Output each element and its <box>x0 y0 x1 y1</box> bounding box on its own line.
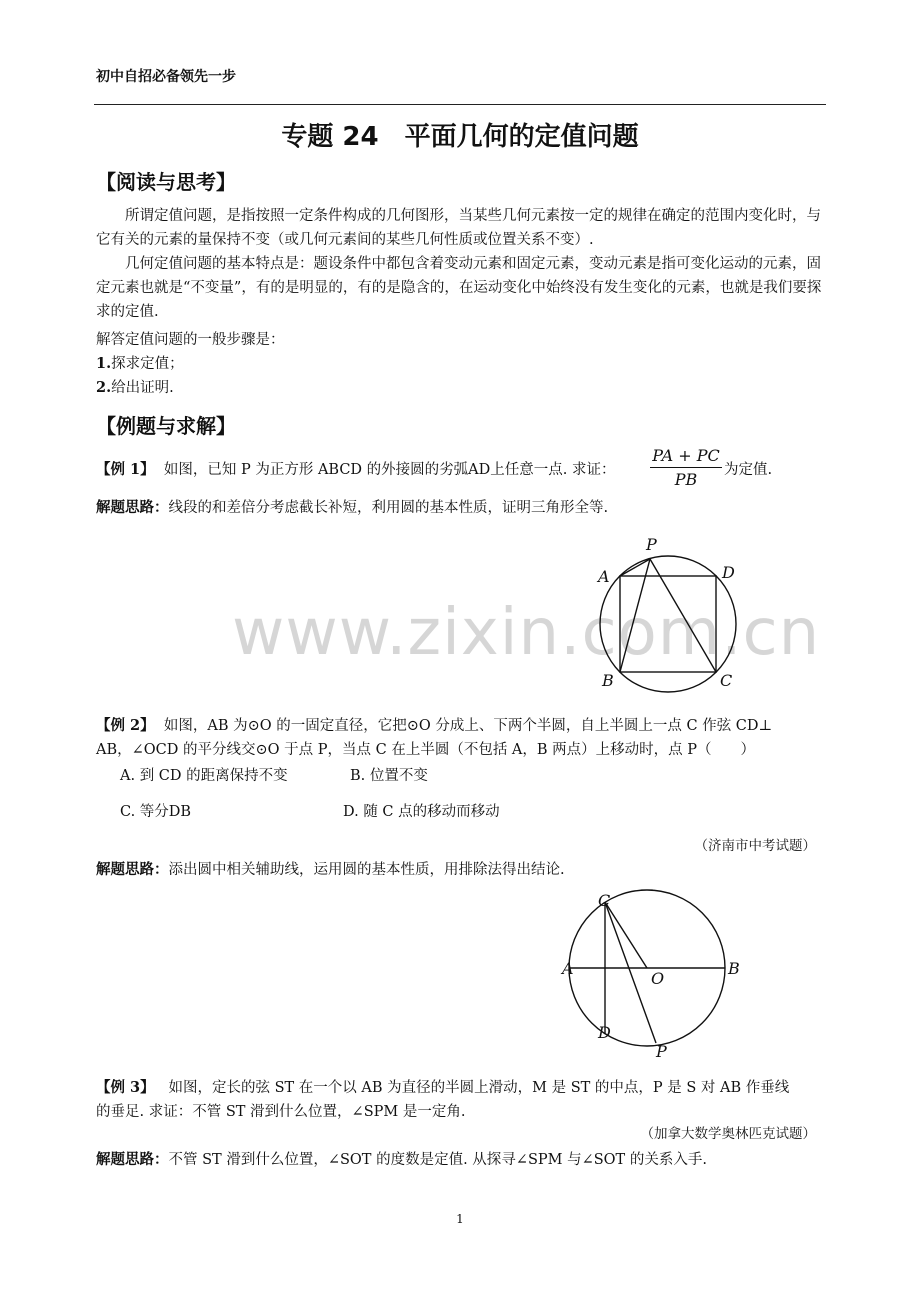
watermark: www.zixin.com.cn <box>232 596 821 670</box>
section-heading-examples: 【例题与求解】 <box>96 414 236 438</box>
example-1-text: 如图，已知 P 为正方形 ABCD 的外接圆的劣弧AD上任意一点. 求证： <box>163 462 616 478</box>
header-rule <box>94 104 826 105</box>
example-2-line-2: AB，∠OCD 的平分线交⊙O 于点 P，当点 C 在上半圆（不包括 A，B 两点）上移动时，点 P（ ） <box>96 742 756 758</box>
label-d: D <box>722 563 735 582</box>
running-header: 初中自招必备领先一步 <box>96 69 236 85</box>
page-number: 1 <box>456 1212 464 1226</box>
step-2-number: 2. <box>96 379 112 396</box>
label-a: A <box>562 959 574 978</box>
label-p: P <box>656 1042 667 1061</box>
example-1-fraction <box>650 446 722 489</box>
example-1-statement <box>96 458 615 479</box>
example-1-figure <box>590 532 750 696</box>
segment-cp <box>605 902 656 1043</box>
fraction-denominator: PB <box>674 470 698 489</box>
reading-paragraph-2: 几何定值问题的基本特点是：题设条件中都包含着变动元素和固定元素，变动元素是指可变化运动的元素，固定元素也就是“不变量”，有的是明显的，有的是隐含的，在运动变化中始终没有发生变化的元素，也就是我们要探求的定值. <box>96 256 822 320</box>
section-heading-reading: 【阅读与思考】 <box>96 170 236 194</box>
option-a: A. 到 CD 的距离保持不变 <box>120 768 288 784</box>
example-1-tail: 为定值. <box>724 462 773 478</box>
hint-label: 解题思路： <box>96 861 169 878</box>
reading-paragraph-3: 解答定值问题的一般步骤是： <box>96 332 285 348</box>
step-1-text: 探求定值； <box>111 356 184 372</box>
example-2-figure <box>556 888 746 1068</box>
example-3-hint <box>96 1148 707 1169</box>
option-d: D. 随 C 点的移动而移动 <box>343 804 500 820</box>
example-3-line-2: 的垂足. 求证：不管 ST 滑到什么位置，∠SPM 是一定角. <box>96 1104 466 1120</box>
label-b: B <box>602 671 614 690</box>
example-2-label: 【例 2】 <box>96 717 155 734</box>
example-2-line-1 <box>96 714 772 735</box>
hint-label: 解题思路： <box>96 1151 169 1168</box>
fraction-numerator: PA + PC <box>650 446 722 468</box>
example-2-hint <box>96 858 565 879</box>
label-b: B <box>728 959 740 978</box>
step-2-text: 给出证明. <box>111 380 174 396</box>
step-1 <box>96 352 184 373</box>
label-d: D <box>598 1023 611 1042</box>
option-b: B. 位置不变 <box>350 768 428 784</box>
example-2-source: （济南市中考试题） <box>694 838 816 854</box>
hint-text: 线段的和差倍分考虑截长补短，利用圆的基本性质，证明三角形全等. <box>168 500 609 516</box>
example-3-line-1 <box>96 1076 789 1097</box>
example-1-hint <box>96 496 608 517</box>
step-2 <box>96 376 174 397</box>
label-p: P <box>646 535 657 554</box>
page-title: 专题 24 平面几何的定值问题 <box>281 122 639 152</box>
example-1-label: 【例 1】 <box>96 461 155 478</box>
hint-label: 解题思路： <box>96 499 169 516</box>
example-3-text-1: 如图，定长的弦 ST 在一个以 AB 为直径的半圆上滑动，M 是 ST 的中点，P 是 S 对 AB 作垂线 <box>168 1080 790 1096</box>
label-c: C <box>720 671 733 690</box>
example-3-label: 【例 3】 <box>96 1079 155 1096</box>
example-3-source: （加拿大数学奥林匹克试题） <box>640 1126 816 1142</box>
option-c: C. 等分DB <box>120 804 192 820</box>
label-c: C <box>598 891 611 910</box>
example-2-text-1: 如图，AB 为⊙O 的一固定直径，它把⊙O 分成上、下两个半圆，自上半圆上一点 C 作弦 CD⊥ <box>163 718 773 734</box>
hint-text: 添出圆中相关辅助线，运用圆的基本性质，用排除法得出结论. <box>168 862 565 878</box>
label-a: A <box>598 567 610 586</box>
step-1-number: 1. <box>96 355 112 372</box>
hint-text: 不管 ST 滑到什么位置，∠SOT 的度数是定值. 从探寻∠SPM 与∠SOT 的关系入手. <box>168 1152 707 1168</box>
reading-paragraph-1: 所谓定值问题，是指按照一定条件构成的几何图形，当某些几何元素按一定的规律在确定的范围内变化时，与它有关的元素的量保持不变（或几何元素间的某些几何性质或位置关系不变）. <box>96 208 821 248</box>
label-o: O <box>651 969 665 988</box>
